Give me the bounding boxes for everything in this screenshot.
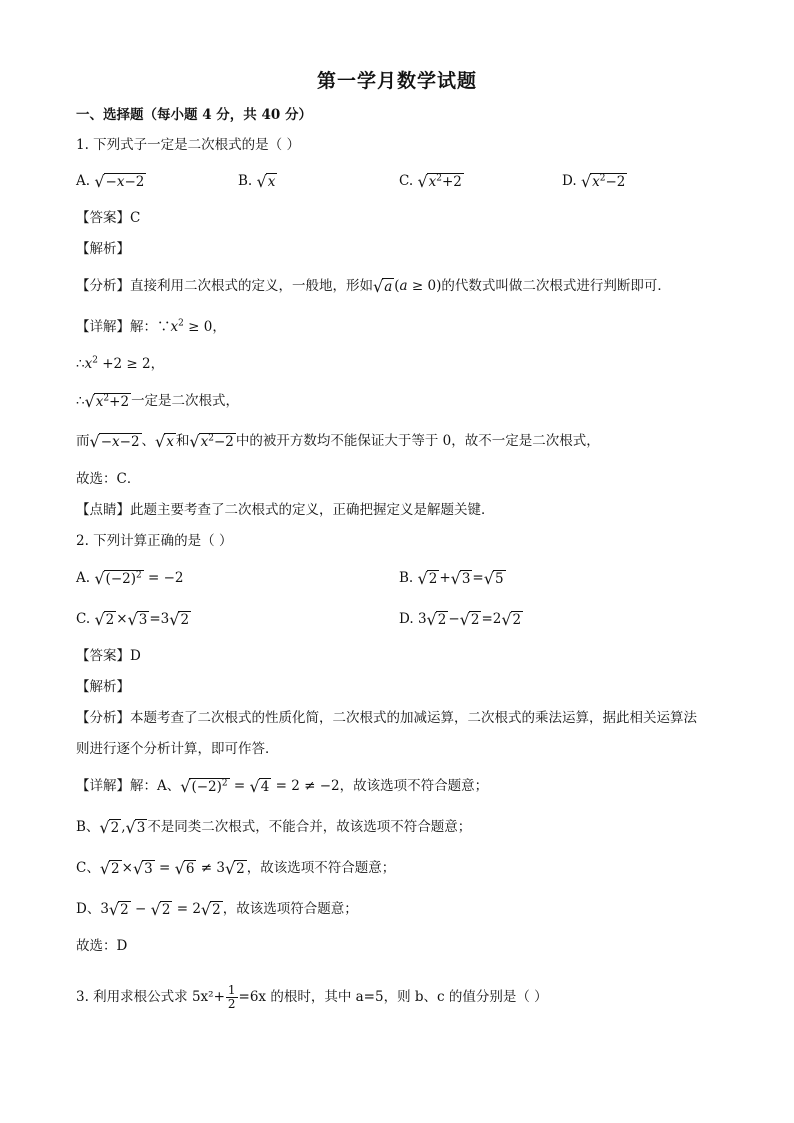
q1-option-b[interactable]: B. √x bbox=[238, 171, 276, 191]
section-heading: 一、选择题（每小题 4 分，共 40 分） bbox=[76, 107, 312, 123]
q2-detail-d: D、3√2 − √2 = 2√2 ，故该选项符合题意； bbox=[76, 899, 358, 919]
q2-detail-b: B、√2 ,√3 不是同类二次根式，不能合并，故该选项不符合题意； bbox=[76, 817, 472, 837]
q1-answer: 【答案】C bbox=[76, 210, 141, 226]
q1-choose: 故选：C． bbox=[76, 471, 141, 487]
q1-option-a[interactable]: A. √−x−2 bbox=[76, 171, 145, 191]
q1-detail-3: $\therefore√x^2+2$ 一定是二次根式， bbox=[76, 391, 240, 411]
q2-stem: 2. 下列计算正确的是（ ） bbox=[76, 533, 233, 549]
q1-detail-4: 而√−x−2 、√x 和$√x^2-2$ 中的被开方数均不能保证大于等于 0，故不一定是二次根式， bbox=[76, 431, 600, 451]
q1-analysis: 【分析】直接利用二次根式的定义，一般地，形如√a (a ≥ 0)的代数式叫做二次根式进行判断即可． bbox=[76, 276, 671, 296]
page-title: 第一学月数学试题 bbox=[316, 70, 477, 92]
q1-detail-2: $\therefore x^2 +2 \ge 2$， bbox=[76, 355, 165, 372]
q3-stem: 3. 利用求根公式求 5x²+ $\frac{1}{2}$ =6x 的根时，其中 a=5，则 b、c 的值分别是（ ） bbox=[76, 983, 548, 1011]
q1-option-c[interactable]: C. $√x^2+2$ bbox=[399, 171, 462, 191]
q2-choose: 故选：D bbox=[76, 938, 128, 954]
q2-jiexi: 【解析】 bbox=[76, 679, 130, 695]
q2-option-d[interactable]: D. 3√2 −√2 =2√2 bbox=[399, 609, 522, 629]
q2-detail-a: 【详解】解：A、$√(-2)^2 = √4 = 2 \ne -2$，故该选项不符合题意； bbox=[76, 776, 489, 796]
q2-detail-c: C、√2 ×√3 = √6 ≠ 3√2 ，故该选项不符合题意； bbox=[76, 858, 396, 878]
q2-answer: 【答案】D bbox=[76, 648, 141, 664]
q1-detail-1: 【详解】解：$\because x^2 \ge 0$， bbox=[76, 318, 226, 335]
q2-option-b[interactable]: B. √2 +√3 =√5 bbox=[399, 568, 504, 588]
q2-analysis-line2: 则进行逐个分析计算，即可作答． bbox=[76, 741, 279, 757]
q1-option-d[interactable]: D. $√x^2-2$ bbox=[562, 171, 626, 191]
q2-option-a[interactable]: A. $√(-2)^2 = -2$ bbox=[76, 568, 184, 588]
q2-option-c[interactable]: C. √2 ×√3 =3√2 bbox=[76, 609, 190, 629]
q1-jiexi: 【解析】 bbox=[76, 241, 130, 257]
q2-analysis-line1: 【分析】本题考查了二次根式的性质化简，二次根式的加减运算，二次根式的乘法运算，据此相关运算法 bbox=[76, 710, 697, 726]
q1-comment: 【点睛】此题主要考查了二次根式的定义，正确把握定义是解题关键． bbox=[76, 502, 495, 518]
q1-stem: 1. 下列式子一定是二次根式的是（ ） bbox=[76, 137, 300, 153]
